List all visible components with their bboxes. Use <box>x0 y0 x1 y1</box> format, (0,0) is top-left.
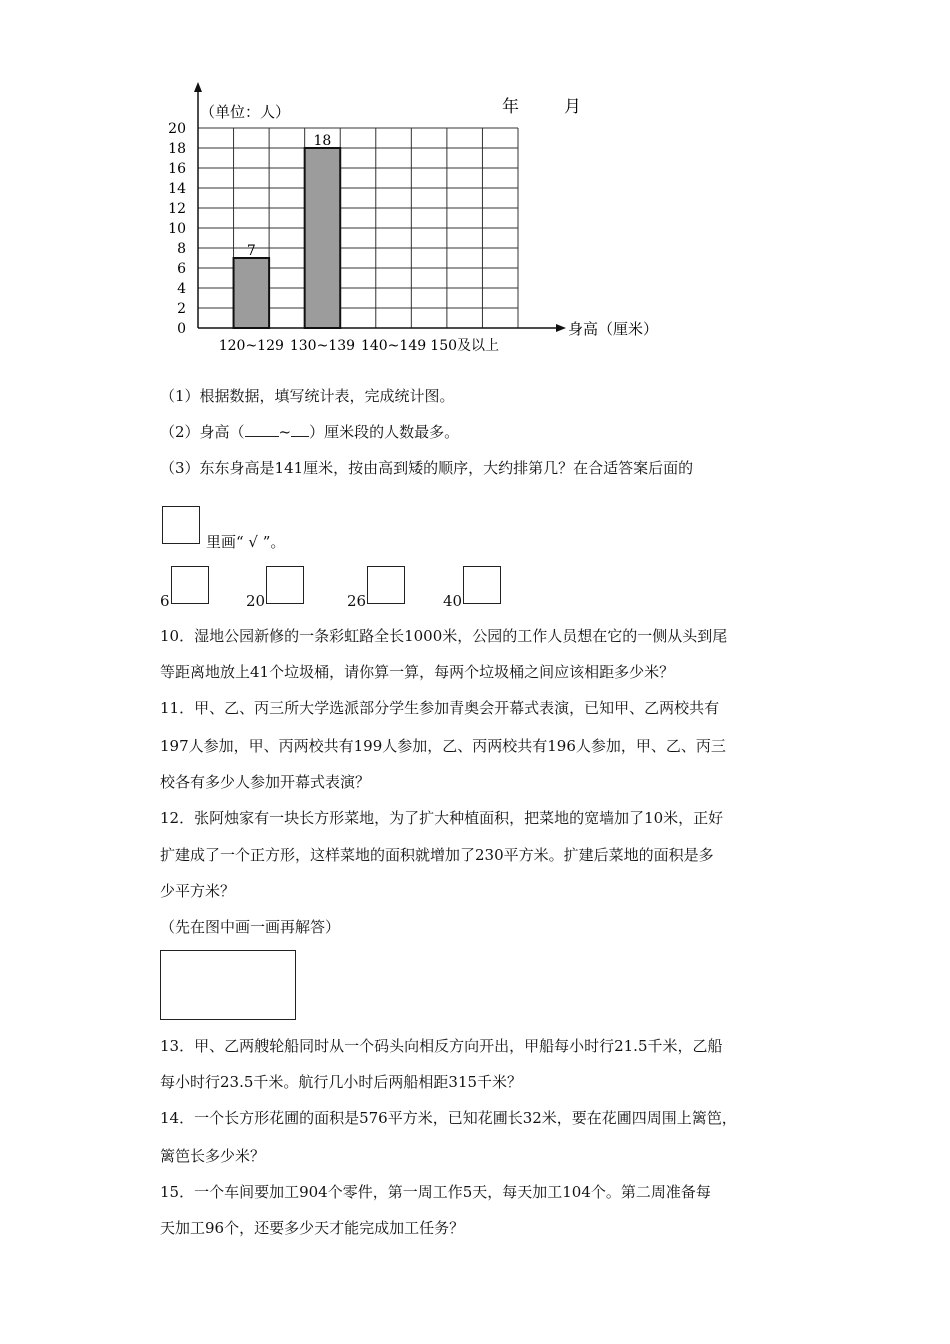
chart-bars <box>234 148 341 328</box>
q9-2-tilde: ~ <box>278 423 292 441</box>
q9-2-prefix: （2）身高（ <box>160 423 245 441</box>
question-13-line-1: 13．甲、乙两艘轮船同时从一个码头向相反方向开出，甲船每小时行21.5千米，乙船 <box>160 1037 723 1055</box>
y-tick-label: 0 <box>177 321 186 337</box>
bar-data-label: 7 <box>246 243 256 259</box>
question-9-part-1: （1）根据数据，填写统计表，完成统计图。 <box>160 387 455 405</box>
bar-data-label: 18 <box>313 133 332 149</box>
bar-120~129 <box>234 258 270 328</box>
sample-check-box <box>162 506 200 544</box>
y-tick-label: 14 <box>168 181 186 197</box>
answer-blank-high[interactable] <box>291 422 309 437</box>
question-9-part-3: （3）东东身高是141厘米，按由高到矮的顺序，大约排第几？在合适答案后面的 <box>160 459 694 477</box>
y-tick-label: 8 <box>177 241 186 257</box>
y-axis-arrow <box>194 82 202 92</box>
height-bar-chart <box>160 78 680 363</box>
y-tick-label: 4 <box>177 281 186 297</box>
question-14-line-2: 篱笆长多少米？ <box>160 1147 266 1165</box>
header-year: 年 <box>502 97 519 117</box>
question-12-line-4: （先在图中画一画再解答） <box>160 918 341 936</box>
bar-130~139 <box>305 148 341 328</box>
x-category-label: 150及以上 <box>430 338 500 354</box>
y-tick-label: 6 <box>177 261 186 277</box>
option-label-26: 26 <box>347 592 367 610</box>
y-tick-label: 12 <box>168 201 186 217</box>
option-label-40: 40 <box>443 592 463 610</box>
y-tick-label: 2 <box>177 301 186 317</box>
question-11-line-2: 197人参加，甲、丙两校共有199人参加，乙、丙两校共有196人参加，甲、乙、丙三 <box>160 737 726 755</box>
x-category-label: 140~149 <box>360 338 427 354</box>
question-11-line-3: 校各有多少人参加开幕式表演？ <box>160 773 371 791</box>
answer-blank-low[interactable] <box>245 422 279 437</box>
option-label-6: 6 <box>160 592 170 610</box>
y-tick-label: 10 <box>168 221 186 237</box>
q9-3-tail: 里画“ √ ”。 <box>206 533 286 551</box>
x-axis-arrow <box>556 324 566 332</box>
question-15-line-2: 天加工96个，还要多少天才能完成加工任务？ <box>160 1219 465 1237</box>
x-axis-title: 身高（厘米） <box>568 320 659 338</box>
x-category-label: 120~129 <box>218 338 284 354</box>
y-tick-label: 18 <box>168 141 186 157</box>
q9-2-suffix: ）厘米段的人数最多。 <box>309 423 460 441</box>
question-9-part-2 <box>160 422 459 442</box>
question-12-line-2: 扩建成了一个正方形，这样菜地的面积就增加了230平方米。扩建后菜地的面积是多 <box>160 846 714 864</box>
question-14-line-1: 14．一个长方形花圃的面积是576平方米，已知花圃长32米，要在花圃四周围上篱笆， <box>160 1109 737 1127</box>
option-box-20[interactable] <box>266 566 304 604</box>
x-category-label: 130~139 <box>289 338 356 354</box>
option-label-20: 20 <box>246 592 266 610</box>
question-13-line-2: 每小时行23.5千米。航行几小时后两船相距315千米？ <box>160 1073 523 1091</box>
question-10-line-2: 等距离地放上41个垃圾桶，请你算一算，每两个垃圾桶之间应该相距多少米？ <box>160 663 675 681</box>
question-12-line-3: 少平方米？ <box>160 882 236 900</box>
question-15-line-1: 15．一个车间要加工904个零件，第一周工作5天，每天加工104个。第二周准备每 <box>160 1183 711 1201</box>
option-box-26[interactable] <box>367 566 405 604</box>
header-month: 月 <box>564 97 581 117</box>
question-11-line-1: 11．甲、乙、丙三所大学选派部分学生参加青奥会开幕式表演，已知甲、乙两校共有 <box>160 699 720 717</box>
y-tick-label: 16 <box>168 161 186 177</box>
question-10-line-1: 10．湿地公园新修的一条彩虹路全长1000米，公园的工作人员想在它的一侧从头到尾 <box>160 627 728 645</box>
unit-label: （单位：人） <box>200 103 291 121</box>
question-12-line-1: 12．张阿烛家有一块长方形菜地，为了扩大种植面积，把菜地的宽墙加了10米，正好 <box>160 809 724 827</box>
y-tick-label: 20 <box>168 121 186 137</box>
option-box-6[interactable] <box>171 566 209 604</box>
drawing-rectangle <box>160 950 296 1020</box>
option-box-40[interactable] <box>463 566 501 604</box>
